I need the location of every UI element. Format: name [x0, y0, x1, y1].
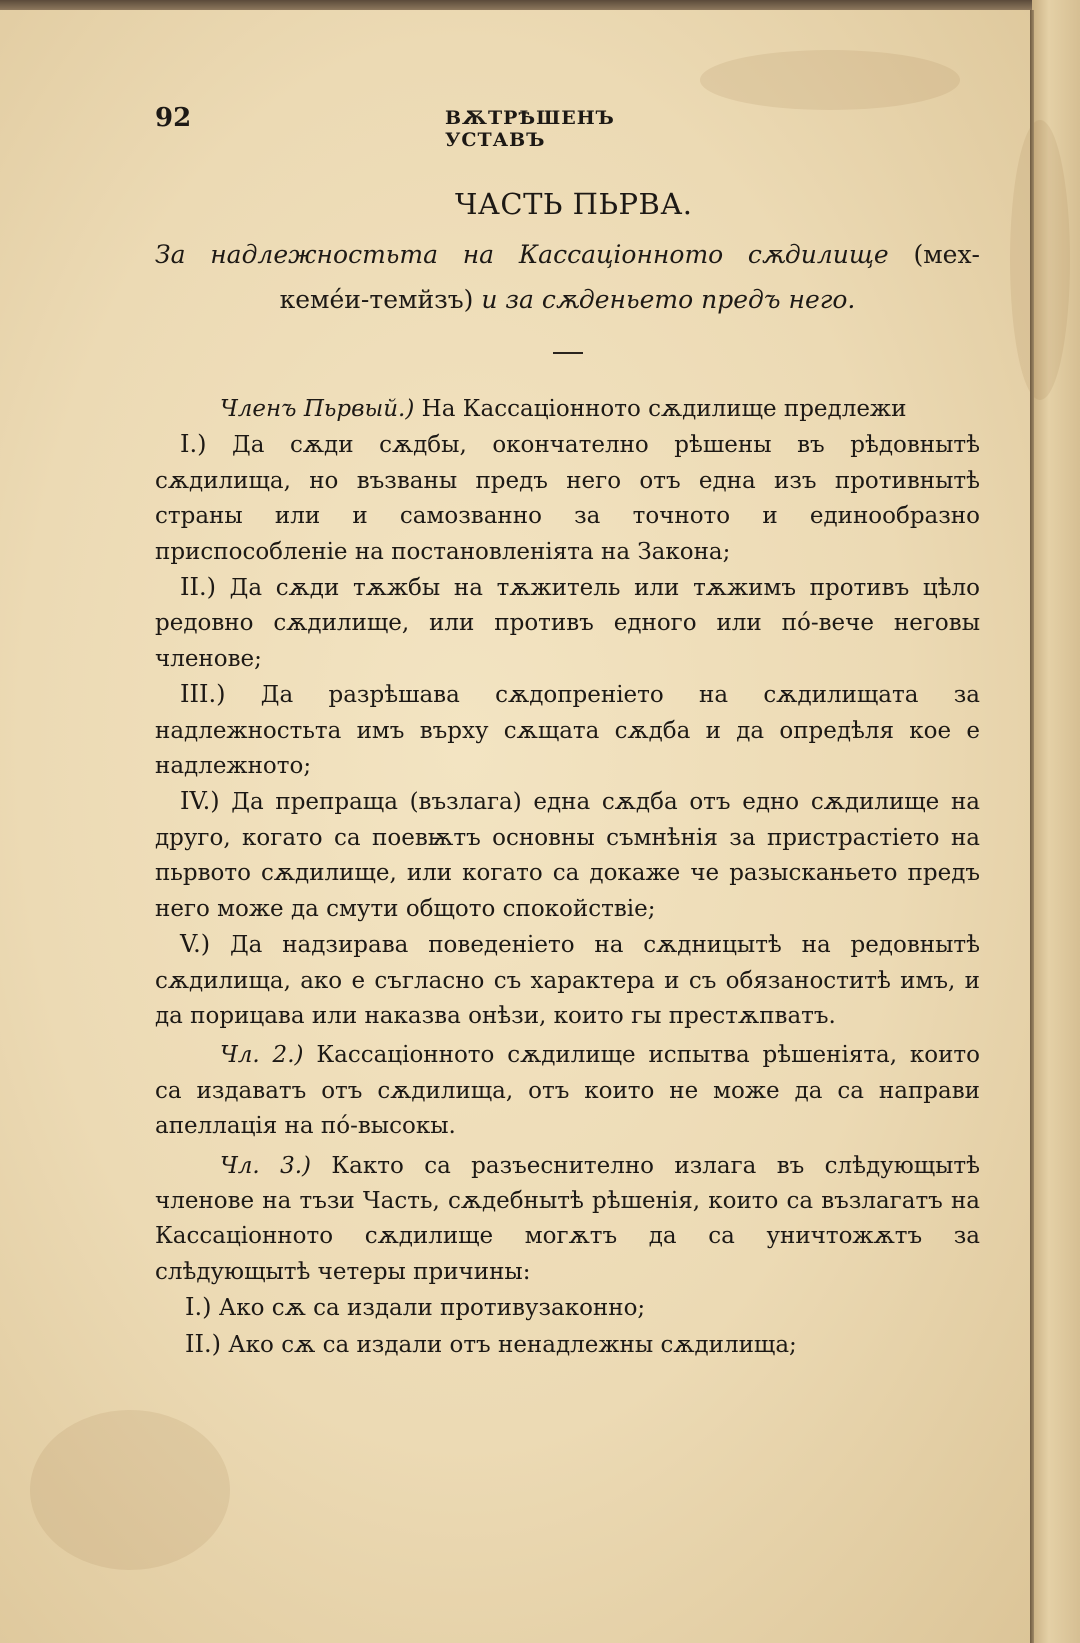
- article-intro: Кассаціонното сѫдилище испытва рѣшеніята, които са издаватъ отъ сѫдилища, отъ които не може да са направи апеллація на по́-высокы.: [155, 1042, 981, 1140]
- article-intro: Както са разъеснително излага въ слѣдующытѣ членове на тъзи Часть, сѫдебнытѣ рѣшенія, които са възлагатъ на Кассаціонното сѫдилище могѫтъ да са уничтожѫтъ за слѣдующытѣ четеры причины:: [155, 1152, 980, 1285]
- item-text: Ако сѫ са издали противузаконно;: [218, 1295, 646, 1322]
- part-subtitle: [155, 232, 980, 322]
- article-intro: На Кассаціонното сѫдилище предлежи: [421, 396, 907, 422]
- item-number: V.): [180, 930, 211, 959]
- section-rule: [553, 352, 583, 354]
- paper-stain: [700, 50, 960, 110]
- item-number: I.): [185, 1293, 212, 1322]
- list-item: [155, 427, 980, 570]
- page-fold-shadow: [1030, 10, 1034, 1643]
- article-label: Чл. 3.): [220, 1152, 312, 1179]
- item-number: II.): [180, 573, 216, 602]
- list-item: [155, 927, 980, 1034]
- item-number: I.): [180, 430, 207, 459]
- item-text: Да препраща (възлага) една сѫдба отъ едно сѫдилище на друго, когато са поевѭтъ основны съмнѣнія за пристрастіето на пьрвото сѫдилище, или когато са докаже че разысканьето предъ него може да смути общото спокойствіе;: [155, 789, 981, 922]
- item-text: Да сѫди тѫжбы на тѫжитель или тѫжимъ противъ цѣло редовно сѫдилище, или противъ едного или по́-вече неговы членове;: [155, 575, 981, 672]
- article-3: [155, 1149, 980, 1291]
- paper-stain: [1010, 120, 1070, 400]
- article-2: [155, 1038, 980, 1144]
- item-text: Да сѫди сѫдбы, окончателно рѣшены въ рѣдовнытѣ сѫдилища, но възваны предъ него отъ една изъ противнытѣ страны или и самозванно за точното и единообразно приспособленіе на постановленіята на Закона;: [155, 432, 981, 565]
- item-number: IV.): [180, 787, 220, 816]
- subtitle-roman: (мех-кеме́и-темйзъ): [279, 240, 980, 314]
- running-head: ВѪТРѢШЕНЪ УСТАВЪ: [445, 107, 615, 151]
- article-label: Чл. 2.): [220, 1042, 304, 1069]
- paper-stain: [30, 1410, 230, 1570]
- list-item: [155, 570, 980, 677]
- page-header: [155, 103, 715, 151]
- item-number: III.): [180, 680, 226, 709]
- list-item: [155, 1327, 980, 1363]
- article-1-intro: [155, 392, 980, 427]
- item-text: Да надзирава поведеніето на сѫдницытѣ на редовнытѣ сѫдилища, ако е съгласно съ характера и съ обязаноститѣ имъ, и да порицава или наказва онѣзи, които гы престѫпватъ.: [155, 932, 980, 1029]
- subtitle-italic-2: и за сѫденьето предъ него.: [481, 285, 856, 314]
- item-text: Ако сѫ са издали отъ ненадлежны сѫдилища;: [228, 1331, 797, 1358]
- body-text: [155, 392, 980, 1363]
- subtitle-italic-1: За надлежностьта на Кассаціонното сѫдилище: [155, 240, 889, 269]
- page-number: 92: [155, 103, 192, 133]
- article-label: Членъ Пьрвый.): [220, 396, 415, 422]
- part-title: ЧАСТЬ ПЬРВА.: [455, 187, 693, 221]
- list-item: [155, 677, 980, 784]
- item-text: Да разрѣшава сѫдопреніето на сѫдилищата за надлежностьта имъ върху сѫщата сѫдба и да опредѣля кое е надлежното;: [155, 682, 980, 780]
- item-number: II.): [185, 1329, 221, 1358]
- list-item: [155, 784, 980, 927]
- list-item: [155, 1290, 980, 1326]
